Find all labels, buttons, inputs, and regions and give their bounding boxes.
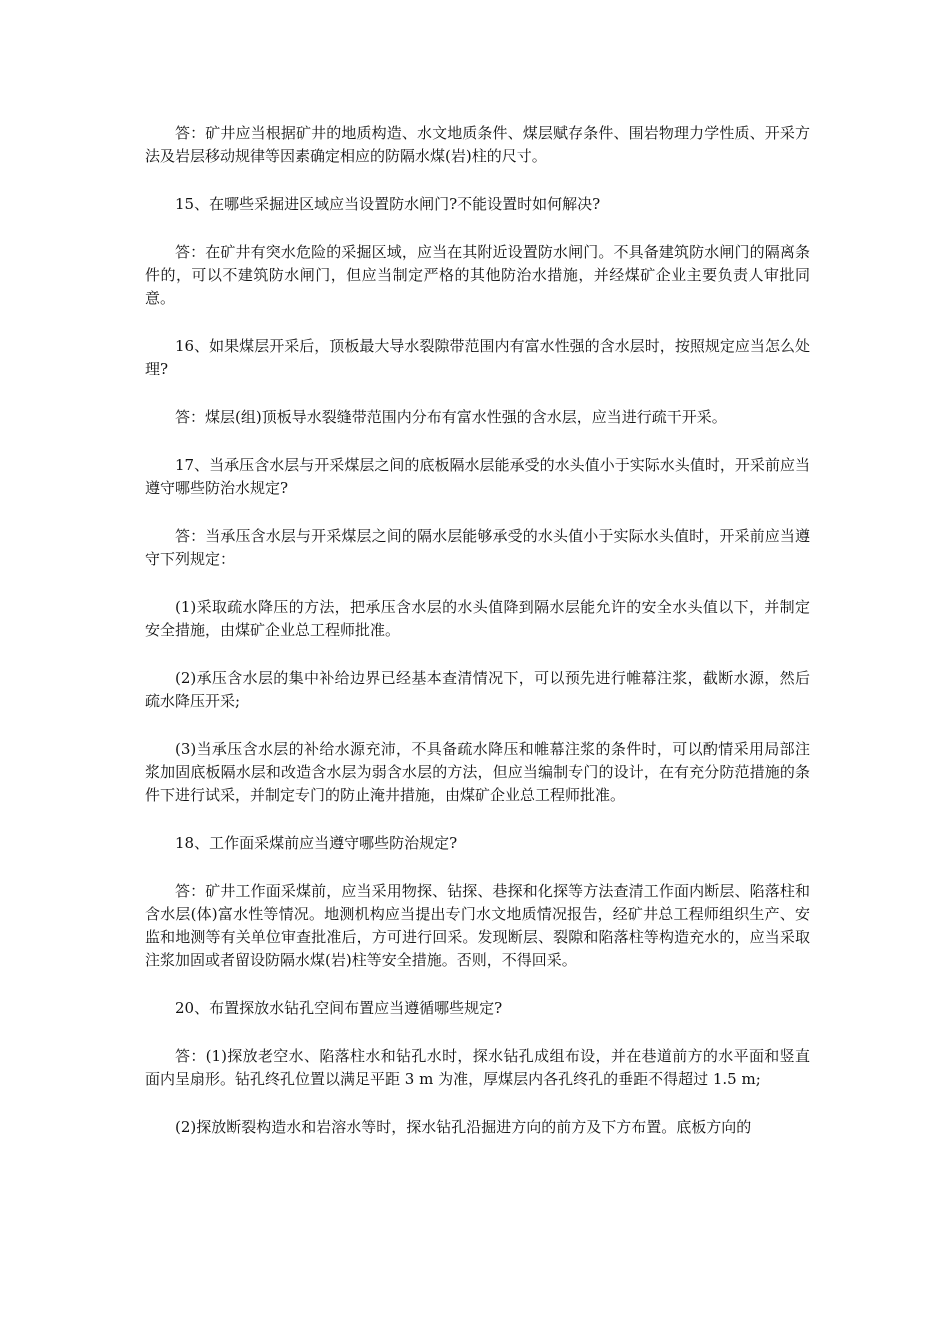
document-page [145, 122, 810, 1164]
question-17: 17、当承压含水层与开采煤层之间的底板隔水层能承受的水头值小于实际水头值时，开采前应当遵守哪些防治水规定? [145, 456, 810, 497]
answer-17-item-3: (3)当承压含水层的补给水源充沛，不具备疏水降压和帷幕注浆的条件时，可以酌情采用局部注浆加固底板隔水层和改造含水层为弱含水层的方法，但应当编制专门的设计，在有充分防范措施的条件下进行试采，并制定专门的防止淹井措施，由煤矿企业总工程师批准。 [145, 740, 810, 804]
answer-17-item-1: (1)采取疏水降压的方法，把承压含水层的水头值降到隔水层能允许的安全水头值以下，并制定安全措施，由煤矿企业总工程师批准。 [145, 598, 810, 639]
answer-15: 答：在矿井有突水危险的采掘区域，应当在其附近设置防水闸门。不具备建筑防水闸门的隔离条件的，可以不建筑防水闸门，但应当制定严格的其他防治水措施，并经煤矿企业主要负责人审批同意。 [145, 243, 810, 307]
answer-17-item-2: (2)承压含水层的集中补给边界已经基本查清情况下，可以预先进行帷幕注浆，截断水源，然后疏水降压开采; [145, 669, 810, 710]
question-20: 20、布置探放水钻孔空间布置应当遵循哪些规定? [175, 999, 503, 1017]
answer-20-item-1: 答：(1)探放老空水、陷落柱水和钻孔水时，探水钻孔成组布设，并在巷道前方的水平面和竖直面内呈扇形。钻孔终孔位置以满足平距 3 m 为准，厚煤层内各孔终孔的垂距不得超过 1.5 m; [145, 1047, 810, 1088]
answer-16: 答：煤层(组)顶板导水裂缝带范围内分布有富水性强的含水层，应当进行疏干开采。 [175, 408, 727, 426]
answer-17: 答：当承压含水层与开采煤层之间的隔水层能够承受的水头值小于实际水头值时，开采前应当遵守下列规定： [145, 527, 810, 568]
question-16: 16、如果煤层开采后，顶板最大导水裂隙带范围内有富水性强的含水层时，按照规定应当怎么处理? [145, 337, 810, 378]
answer-18: 答：矿井工作面采煤前，应当采用物探、钻探、巷探和化探等方法查清工作面内断层、陷落柱和含水层(体)富水性等情况。地测机构应当提出专门水文地质情况报告，经矿井总工程师组织生产、安监和地测等有关单位审查批准后，方可进行回采。发现断层、裂隙和陷落柱等构造充水的，应当采取注浆加固或者留设防隔水煤(岩)柱等安全措施。否则，不得回采。 [145, 882, 810, 969]
answer-14: 答：矿井应当根据矿井的地质构造、水文地质条件、煤层赋存条件、围岩物理力学性质、开采方法及岩层移动规律等因素确定相应的防隔水煤(岩)柱的尺寸。 [145, 124, 810, 165]
question-15: 15、在哪些采掘进区域应当设置防水闸门?不能设置时如何解决? [175, 195, 601, 213]
answer-20-item-2: (2)探放断裂构造水和岩溶水等时，探水钻孔沿掘进方向的前方及下方布置。底板方向的 [175, 1118, 752, 1136]
question-18: 18、工作面采煤前应当遵守哪些防治规定? [175, 834, 458, 852]
